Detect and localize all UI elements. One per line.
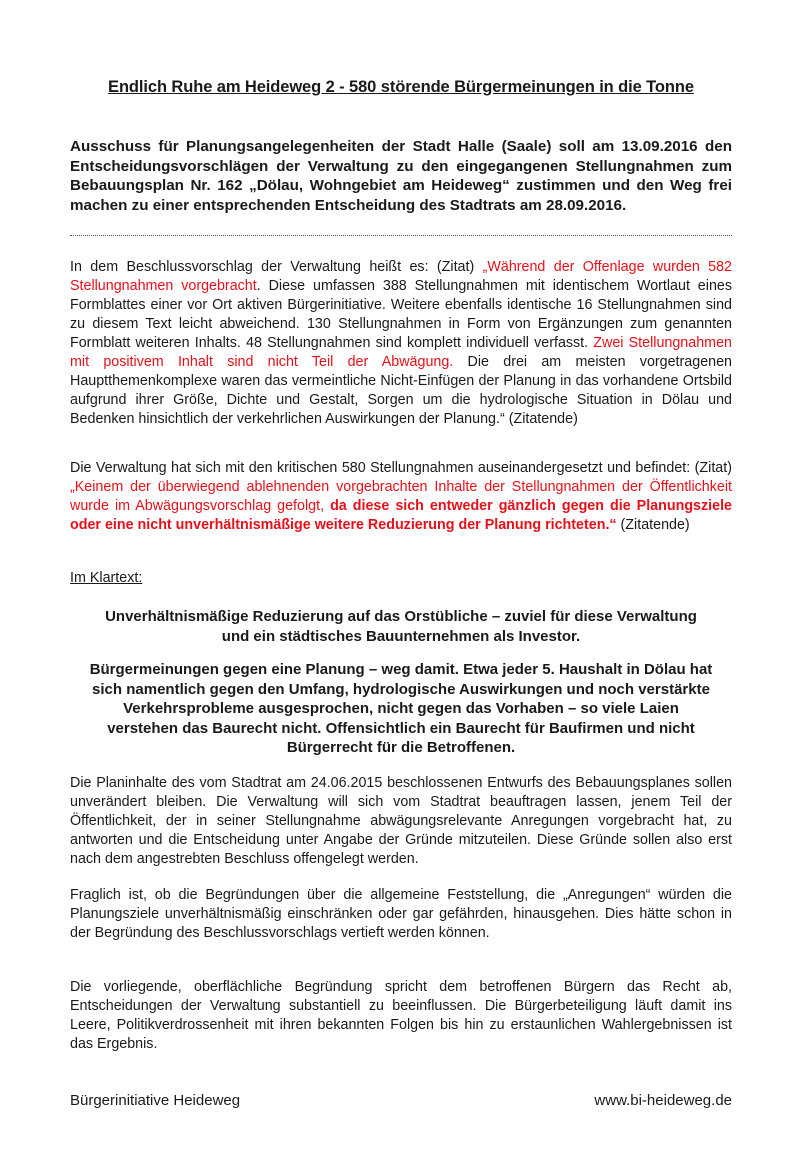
text-span: Die drei am meisten vorgetragenen Hauptthemenkomplexe waren das vermeintliche Nicht-Einfügen der Planung in das vorhandene Ortsbild aufgrund ihrer Größe, Dichte und Gestalt, Sorgen um die hydrologische Situation in Dölau und Bedenken hinsichtlich der verkehrlichen Auswirkungen der Planung.“ (Zitatende): [70, 354, 732, 427]
subheading: Im Klartext:: [70, 570, 143, 586]
paragraph-3: Die Planinhalte des vom Stadtrat am 24.06.2015 beschlossenen Entwurfs des Bebauungsplanes sollen unverändert bleiben. Die Verwaltung will sich vom Stadtrat beauftragen lassen, jenem Teil der Öffentlichkeit, der in seiner Stellungnahme abwägungsrelevante Anregungen vorgebracht hat, zu antworten und die Entscheidung unter Angabe der Gründe mitzuteilen. Diese Gründe sollen also erst nach dem angestrebten Beschluss offengelegt werden.: [70, 775, 732, 867]
footer-organization: Bürgerinitiative Heideweg: [70, 1092, 241, 1109]
footer-website-link[interactable]: www.bi-heideweg.de: [594, 1092, 732, 1109]
text-span: In dem Beschlussvorschlag der Verwaltung heißt es: (Zitat): [70, 259, 483, 275]
red-quote: „Keinem der überwiegend ablehnenden vorgebrachten Inhalte der Stellungnahmen der Öffentlichkeit wurde im Abwägungsvorschlag gefolgt,: [70, 479, 732, 514]
red-quote: Zwei Stellungnahmen mit positivem Inhalt sind nicht Teil der Abwägung.: [70, 335, 732, 370]
paragraph-quote-2: [70, 459, 732, 535]
lead-paragraph: Ausschuss für Planungsangelegenheiten der Stadt Halle (Saale) soll am 13.09.2016 den Entscheidungsvorschlägen der Verwaltung zu den eingegangenen Stellungnahmen zum Bebauungsplan Nr. 162 „Dölau, Wohngebiet am Heideweg“ zustimmen und den Weg frei machen zu einer entsprechenden Entscheidung des Stadtrats am 28.09.2016.: [70, 138, 732, 214]
paragraph-5: Die vorliegende, oberflächliche Begründung spricht dem betroffenen Bürgern das Recht ab, Entscheidungen der Verwaltung substantiell zu beeinflussen. Die Bürgerbeteiligung läuft damit ins Leere, Politikverdrossenheit mit ihren bekannten Folgen bis hin zu erstaunlichen Wahlergebnissen ist das Ergebnis.: [70, 979, 732, 1052]
red-quote: „Während der Offenlage wurden 582 Stellungnahmen vorgebracht: [70, 259, 732, 294]
text-span: (Zitatende): [616, 517, 690, 533]
text-span: . Diese umfassen 388 Stellungnahmen mit identischem Wortlaut eines Formblattes einer vor Ort aktiven Bürgerinitiative. Weitere ebenfalls identische 16 Stellungnahmen sind zu diesem Text leicht abweichend. 130 Stellungnahmen in Form von Ergänzungen zum genannten Formblatt weiteren Inhalts. 48 Stellungnahmen sind komplett individuell verfasst.: [70, 278, 732, 351]
highlight-statement-1: Unverhältnismäßige Reduzierung auf das Orstübliche – zuviel für diese Verwaltung und ein städtisches Bauunternehmen als Investor.: [105, 608, 697, 645]
document-title: Endlich Ruhe am Heideweg 2 - 580 störende Bürgermeinungen in die Tonne: [108, 78, 694, 96]
paragraph-4: Fraglich ist, ob die Begründungen über die allgemeine Feststellung, die „Anregungen“ würden die Planungsziele unverhältnismäßig einschränken oder gar gefährden, hinausgehen. Dies hätte schon in der Begründung des Beschlussvorschlags vertieft werden können.: [70, 887, 732, 941]
paragraph-quote-1: [70, 258, 732, 429]
text-span: Die Verwaltung hat sich mit den kritischen 580 Stellungnahmen auseinandergesetzt und befindet: (Zitat): [70, 460, 732, 476]
highlight-statement-2: Bürgermeinungen gegen eine Planung – weg damit. Etwa jeder 5. Haushalt in Dölau hat sich namentlich gegen den Umfang, hydrologische Auswirkungen und noch verstärkte Verkehrsprobleme ausgesprochen, nicht gegen das Vorhaben – so viele Laien verstehen das Baurecht nicht. Offensichtlich ein Baurecht für Baufirmen und nicht Bürgerrecht für die Betroffenen.: [89, 661, 713, 756]
dotted-divider: [70, 235, 732, 236]
red-bold-quote: da diese sich entweder gänzlich gegen die Planungsziele oder eine nicht unverhältnismäßige weitere Reduzierung der Planung richteten.“: [70, 498, 732, 533]
